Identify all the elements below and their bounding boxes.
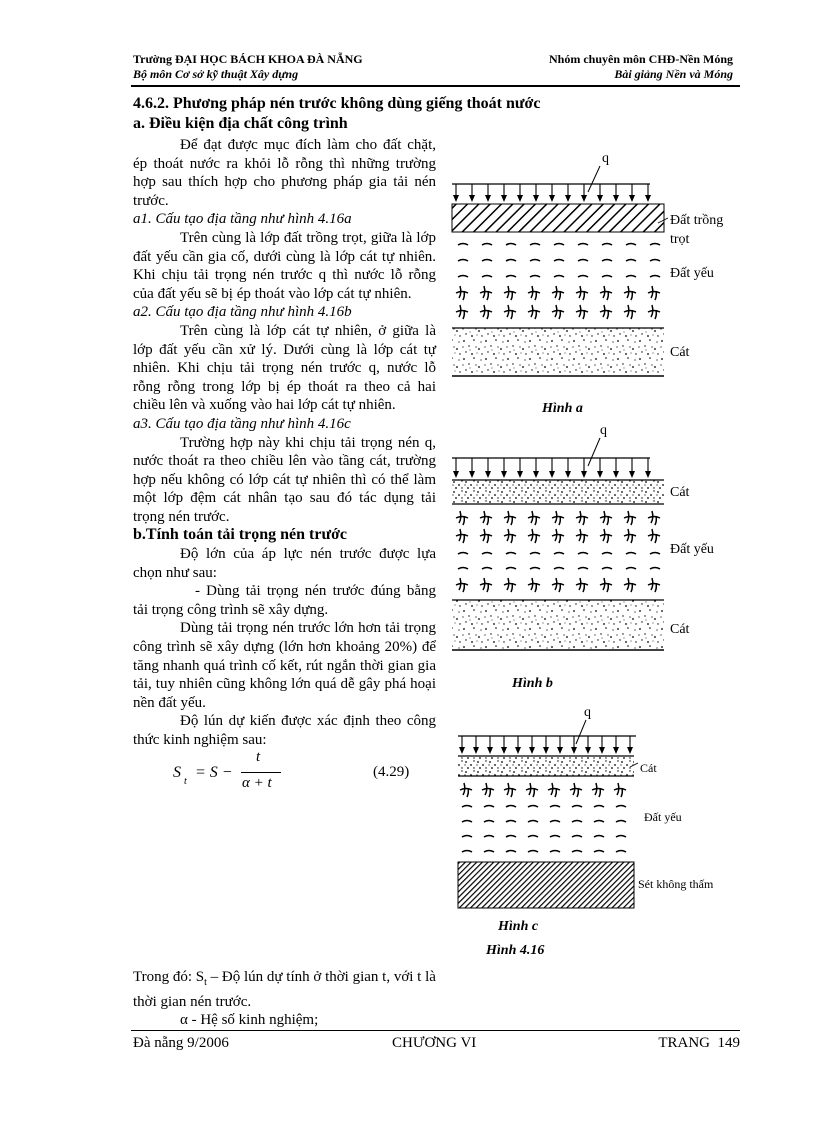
caption-a: Hình a (542, 401, 583, 416)
formula-fraction-bar (241, 772, 281, 773)
formula-lhs: S (173, 763, 181, 781)
soil-dash (626, 276, 636, 278)
label-sand-a: Cát (670, 345, 690, 360)
soil-dash (578, 260, 588, 262)
paragraph-a2: Trên cùng là lớp cát tự nhiên, ở giữa là lớp đất yếu cần xử lý. Dưới cùng là lớp cát tự nhiên. Khi chịu tải trọng nén trước q, nước lỗ rỗng rỗng trong lớp bị ép thoát ra theo cả hai chiều lên và xuống vào hai lớp cát tự nhiên. (133, 322, 436, 414)
soil-dash (458, 260, 468, 262)
soil-dash (528, 806, 538, 808)
soil-root (600, 286, 612, 300)
soil-dash (530, 553, 540, 555)
soil-root (480, 511, 492, 525)
header-rule (131, 85, 740, 87)
soil-dash (572, 851, 582, 853)
load-arrow (501, 184, 507, 202)
load-arrow (645, 184, 651, 202)
soil-dash (554, 276, 564, 278)
load-arrow (549, 184, 555, 202)
load-arrow (599, 736, 605, 754)
soil-root (552, 286, 564, 300)
where-prefix: Trong đó: S (133, 969, 205, 985)
header-school: Trường ĐẠI HỌC BÁCH KHOA ĐÀ NẴNG (133, 52, 363, 66)
label-sand-top-b: Cát (670, 485, 690, 500)
soil-root (576, 305, 588, 319)
caption-figure-4-16: Hình 4.16 (486, 943, 545, 958)
soil-dash (458, 553, 468, 555)
soil-dash (602, 260, 612, 262)
heading-a: a. Điều kiện địa chất công trình (133, 115, 348, 132)
soil-root (624, 286, 636, 300)
formula-lhs-sub: t (184, 775, 187, 787)
where-line1 (133, 968, 443, 1011)
soil-root (504, 529, 516, 543)
soil-dash (484, 836, 494, 838)
label-weak-b: Đất yếu (670, 542, 714, 557)
load-arrow (515, 736, 521, 754)
soil-root (504, 286, 516, 300)
soil-dash (602, 244, 612, 246)
load-arrow (517, 184, 523, 202)
load-arrow (581, 184, 587, 202)
load-arrow (549, 458, 555, 478)
soil-dash (484, 851, 494, 853)
load-arrow (585, 736, 591, 754)
soil-dash (482, 553, 492, 555)
label-sand-bottom-b: Cát (670, 622, 690, 637)
where-subscript: t (204, 977, 207, 988)
soil-dash (594, 821, 604, 823)
label-topsoil-a: Đất trồng (670, 213, 724, 228)
soil-dash (506, 568, 516, 570)
load-arrow (459, 736, 465, 754)
subheading-a3: a3. Cấu tạo địa tầng như hình 4.16c (133, 415, 351, 432)
soil-dash (528, 851, 538, 853)
paragraph-intro: Để đạt được mục đích làm cho đất chặt, ép thoát nước ra khỏi lỗ rỗng thì những trường hợp sau thích hợp cho phương pháp gia tải nén trước. (133, 137, 436, 209)
q-label-b: q (600, 423, 607, 438)
footer-rule (131, 1030, 740, 1031)
soil-root (528, 511, 540, 525)
load-arrow (571, 736, 577, 754)
soil-root (614, 783, 626, 797)
soil-root (482, 783, 494, 797)
soil-dash (594, 836, 604, 838)
impermeable-clay-layer-c (458, 862, 634, 908)
soil-root (624, 578, 636, 592)
caption-c: Hình c (498, 919, 539, 934)
soil-root (624, 511, 636, 525)
soil-root (624, 529, 636, 543)
sand-top-layer-b (452, 480, 664, 504)
formula-number: (4.29) (373, 763, 410, 780)
soil-dash (578, 553, 588, 555)
footer-chapter: CHƯƠNG VI (392, 1035, 477, 1051)
load-arrow (543, 736, 549, 754)
paragraph-b-item1: - Dùng tải trọng nén trước đúng bằng tải trọng công trình sẽ xây dựng. (133, 583, 436, 618)
soil-dash (462, 821, 472, 823)
soil-dash (482, 260, 492, 262)
load-arrow (533, 458, 539, 478)
load-arrow (581, 458, 587, 478)
soil-dash (484, 806, 494, 808)
soil-dash (616, 821, 626, 823)
soil-dash (578, 244, 588, 246)
q-leader-a (588, 166, 600, 192)
load-arrow (565, 184, 571, 202)
figure-4-16 (440, 140, 760, 970)
soil-root (480, 529, 492, 543)
formula-numerator: t (256, 748, 261, 765)
soil-root (570, 783, 582, 797)
load-arrow (501, 736, 507, 754)
load-arrow (501, 458, 507, 478)
soil-dash (594, 806, 604, 808)
paragraph-b-settle: Độ lún dự kiến được xác định theo công thức kinh nghiệm sau: (133, 713, 436, 748)
soil-dash (462, 851, 472, 853)
soil-dash (616, 851, 626, 853)
load-arrow (597, 184, 603, 202)
label-weak-a: Đất yếu (670, 266, 714, 281)
section-title: 4.6.2. Phương pháp nén trước không dùng giếng thoát nước (133, 95, 541, 112)
soil-dash (462, 806, 472, 808)
soil-root (600, 578, 612, 592)
soil-root (504, 783, 516, 797)
load-arrow (473, 736, 479, 754)
soil-root (504, 511, 516, 525)
soil-dash (506, 260, 516, 262)
where-line2: α - Hệ số kinh nghiệm; (180, 1012, 319, 1029)
header-department: Bộ môn Cơ sở kỹ thuật Xây dựng (133, 67, 299, 81)
soil-dash (650, 568, 660, 570)
soil-dash (550, 821, 560, 823)
sand-bottom-layer-b (452, 600, 664, 650)
weak-soil-layer-b (456, 511, 660, 592)
soil-root (504, 305, 516, 319)
soil-root (528, 286, 540, 300)
soil-dash (550, 806, 560, 808)
soil-dash (554, 568, 564, 570)
load-arrow (645, 458, 651, 478)
sand-layer-a (452, 328, 664, 376)
soil-dash (650, 553, 660, 555)
q-leader-c (576, 720, 586, 744)
soil-dash (554, 244, 564, 246)
body-column (133, 136, 436, 794)
soil-dash (506, 276, 516, 278)
soil-dash (458, 276, 468, 278)
footer-date: Đà nẵng 9/2006 (133, 1035, 229, 1051)
soil-dash (458, 568, 468, 570)
formula-denominator: α + t (242, 774, 272, 791)
soil-root (624, 305, 636, 319)
soil-root (528, 578, 540, 592)
figure-a (452, 151, 723, 416)
load-arrow (453, 458, 459, 478)
sand-layer-c (458, 756, 634, 776)
load-arrow (565, 458, 571, 478)
soil-root (552, 511, 564, 525)
label-sand-c: Cát (640, 761, 657, 775)
soil-root (648, 578, 660, 592)
soil-dash (530, 244, 540, 246)
soil-dash (528, 821, 538, 823)
soil-dash (530, 276, 540, 278)
heading-b: b.Tính toán tải trọng nén trước (133, 526, 348, 544)
soil-root (648, 529, 660, 543)
soil-root (528, 305, 540, 319)
soil-dash (506, 553, 516, 555)
soil-dash (506, 806, 516, 808)
load-arrow (613, 184, 619, 202)
soil-root (456, 286, 468, 300)
soil-root (526, 783, 538, 797)
load-arrow (517, 458, 523, 478)
soil-dash (462, 836, 472, 838)
load-arrow (453, 184, 459, 202)
weak-soil-layer-a (456, 244, 660, 320)
soil-dash (506, 836, 516, 838)
soil-root (528, 529, 540, 543)
load-arrow (613, 736, 619, 754)
soil-dash (602, 553, 612, 555)
load-arrow (469, 458, 475, 478)
soil-dash (616, 806, 626, 808)
soil-dash (554, 260, 564, 262)
soil-root (576, 511, 588, 525)
soil-root (548, 783, 560, 797)
soil-dash (484, 821, 494, 823)
load-arrows-a (453, 184, 651, 202)
topsoil-layer-a (452, 204, 664, 232)
q-label-c: q (584, 705, 591, 720)
load-arrow (597, 458, 603, 478)
soil-dash (626, 568, 636, 570)
header-course: Bài giảng Nền và Móng (614, 67, 733, 81)
paragraph-b-intro: Độ lớn của áp lực nén trước được lựa chọn như sau: (133, 546, 436, 581)
soil-dash (554, 553, 564, 555)
soil-root (648, 286, 660, 300)
load-arrows-c (459, 736, 633, 754)
soil-root (456, 305, 468, 319)
soil-dash (482, 276, 492, 278)
formula-middle: = S − (191, 763, 233, 781)
soil-dash (482, 244, 492, 246)
load-arrows-b (453, 458, 651, 478)
soil-dash (572, 836, 582, 838)
soil-dash (650, 276, 660, 278)
figure-b (452, 423, 714, 691)
label-weak-c: Đất yếu (644, 810, 682, 824)
soil-root (480, 286, 492, 300)
soil-dash (550, 836, 560, 838)
soil-dash (572, 821, 582, 823)
soil-dash (482, 568, 492, 570)
soil-dash (530, 568, 540, 570)
soil-dash (650, 244, 660, 246)
footer-page: TRANG 149 (658, 1035, 740, 1051)
soil-dash (506, 821, 516, 823)
soil-root (600, 511, 612, 525)
load-arrow (629, 458, 635, 478)
soil-dash (602, 276, 612, 278)
soil-dash (458, 244, 468, 246)
soil-dash (506, 851, 516, 853)
weak-soil-layer-c (460, 783, 626, 852)
header-group: Nhóm chuyên môn CHĐ-Nền Móng (548, 52, 733, 66)
soil-dash (626, 244, 636, 246)
soil-dash (530, 260, 540, 262)
paragraph-b-item2: Dùng tải trọng nén trước lớn hơn tải trọng công trình sẽ xây dựng (lớn hơn khoảng 20%) để tăng nhanh quá trình cố kết, rút ngắn thời gian gia tải, tuy nhiên cũng không lớn quá dễ gây phá hoại nền đất yếu. (133, 620, 436, 711)
load-arrow (629, 184, 635, 202)
soil-root (480, 578, 492, 592)
soil-root (552, 305, 564, 319)
soil-dash (506, 244, 516, 246)
soil-root (552, 578, 564, 592)
load-arrow (627, 736, 633, 754)
soil-root (592, 783, 604, 797)
soil-root (456, 578, 468, 592)
soil-root (576, 286, 588, 300)
load-arrow (487, 736, 493, 754)
soil-dash (616, 836, 626, 838)
soil-dash (626, 553, 636, 555)
soil-root (456, 511, 468, 525)
caption-b: Hình b (512, 676, 553, 691)
paragraph-a1: Trên cùng là lớp đất trồng trọt, giữa là lớp đất yếu cần gia cố, dưới cùng là lớp cát tự nhiên. Khi chịu tải trọng nén trước q thì nước lỗ rỗng của đất yếu sẽ bị ép thoát vào lớp cát tự nhiên. (133, 229, 436, 302)
soil-dash (650, 260, 660, 262)
soil-dash (602, 568, 612, 570)
soil-dash (626, 260, 636, 262)
paragraph-a3: Trường hợp này khi chịu tải trọng nén q, nước thoát ra theo chiều lên vào tầng cát, trường hợp nếu không có lớp cát tự nhiên thì có thể làm một lớp đệm cát nhân tạo sau đó tác dụng tải trọng nén trước. (133, 434, 436, 525)
soil-dash (578, 568, 588, 570)
soil-root (576, 529, 588, 543)
soil-root (552, 529, 564, 543)
load-arrow (613, 458, 619, 478)
q-label-a: q (602, 151, 609, 166)
soil-dash (578, 276, 588, 278)
subheading-a1: a1. Cấu tạo địa tầng như hình 4.16a (133, 211, 352, 228)
soil-root (648, 511, 660, 525)
soil-dash (550, 851, 560, 853)
formula-4-29 (133, 748, 436, 794)
soil-root (600, 529, 612, 543)
soil-root (504, 578, 516, 592)
where-block (133, 968, 443, 1030)
soil-root (456, 529, 468, 543)
where-rest: – Độ lún dự tính ở thời gian t, với t là thời gian nén trước. (133, 969, 436, 1010)
soil-root (480, 305, 492, 319)
load-arrow (529, 736, 535, 754)
label-clay-c: Sét không thấm (638, 877, 714, 891)
figure-c (458, 705, 714, 958)
soil-root (648, 305, 660, 319)
soil-root (576, 578, 588, 592)
soil-dash (528, 836, 538, 838)
subheading-a2: a2. Cấu tạo địa tầng như hình 4.16b (133, 304, 352, 321)
load-arrow (533, 184, 539, 202)
load-arrow (469, 184, 475, 202)
load-arrow (485, 458, 491, 478)
soil-dash (594, 851, 604, 853)
load-arrow (485, 184, 491, 202)
q-leader-b (588, 438, 600, 466)
soil-dash (572, 806, 582, 808)
label-topsoil-a-2: trọt (670, 232, 690, 247)
soil-root (460, 783, 472, 797)
soil-root (600, 305, 612, 319)
load-arrow (557, 736, 563, 754)
